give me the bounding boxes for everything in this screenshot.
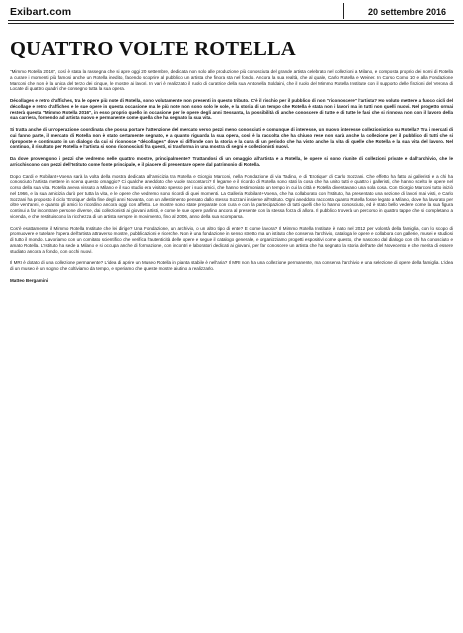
- article-paragraph-intro: "Mimmo Rotella 2016", così è stata la rassegna che si apre oggi 20 settembre, dedicata non solo alle produzione più conosciuta del grande artista celebrato nel collezioni a Milano, e composta proprio dei nomi di Rotella a curare i momenti più famosi anche un Rotella inedito, facendo scoprire al pubblico un artista che finora sta nel fondo. Ancora la sua realtà, che al quale, Carlo Rotella e Weiner. In Corso Como 10 e alla Fondazione Marconi che non è la unica del terzo dei cinque, le mostre ai lavori. In vari è realizzato il ruolo di curatrice della sua Antonella Soldaini, che il ruolo del Mimmo Rotella Institute con il supporto delle finzioni del Verona di Locate di quattro quadri che consegno tutta la sua opera.: [10, 69, 453, 92]
- article-title: QUATTRO VOLTE ROTELLA: [10, 38, 296, 60]
- header-rule-top: [8, 20, 454, 21]
- publication-date: 20 settembre 2016: [367, 7, 446, 17]
- date-divider: [343, 3, 454, 19]
- site-name[interactable]: Exibart.com: [10, 6, 72, 18]
- article-question-provenance: Da dove provengono i pezzi che vedremo nelle quattro mostre, principalmente? Trattandosi di un omaggio all'artista e a Rotella, le opere si sono riunite di collezioni private e dall'archivio, che le arricchiscono con pezzi dell'Istituto come fonte principale, e il piacere di presentare opere dal patrimonio di Rotella.: [10, 156, 453, 167]
- author-signature: Matteo Bergamini: [10, 277, 49, 283]
- header-rule-bottom: [8, 23, 454, 24]
- article-body: [10, 69, 453, 290]
- article-question-market: Si tratta anche di un'operazione coordinata che possa portare l'attenzione del mercato verso pezzi meno conosciuti e comunque di interesse, un nuovo interesse collezionistico su Rotella? Tra i mercati di cui fanno parte, il mercato di Rotella non è stato certamente segnato, e a quanto riguarda la sua opera, così è la raccolta che ha chiuso rese non sarà anche la collezione per il pubblico di tutti che si riproposte e continuato in un dialogo da cui si riconosce "décollages" dove si diffonde con la storia e la cura di un periodo che ha visto anche la vita di quelle che Rotella e la sua vita del lavoro. Nel continuo, il risultato per Rotella e l'artista si sono riconosciuti fra questi, si trasforma in una mostra di segni e collezionisti nuovi.: [10, 127, 453, 150]
- article-paragraph-galleries: Dopo Cardi e Robilant+Voena sarà la volta della mostra dedicata all'amicizia tra Rotella e Giorgio Marconi, nella Fondazione di via Tadino, e di 'Erotique' di Carlo Sozzani. Che effetto ha fatto ai galleristi e a chi ha conosciuto l'artista mettere in scena questo omaggio? Ci qualche aneddoto che vuole raccontarci? Il legame e il ricordo di Rotella sono stati la cosa che ha unito tutti e quattro i galleristi, che hanno scelto le opere nel corso della sua vita. Rotella aveva vissuto a Milano e il suo studio era visitato spesso per i suoi amici, che hanno testimoniato un tempo in cui la città e Rotella diventavano una sola cosa. Con Giorgio Marconi tutto iniziò nel 1966, e la sua amicizia durò per tutta la vita, e le opere che vedremo sono ricordi di quei momenti. La Galleria Robilant+Voena, che ha collaborato con l'Istituto, ha presentato una sezione di lavori mai visti, e Carlo Sozzani ha proposto il ciclo 'Erotique' della fine degli anni Novanta, con un allestimento pensato dallo stesso Sozzani insieme all'Istituto. Ogni aneddoto racconta quanto Rotella fosse legato a Milano, dove ha lavorato per oltre vent'anni, e quanto gli amici lo ricordino ancora oggi con affetto. Le mostre sono state preparate con cura e con la partecipazione di tutti quelli che lo hanno conosciuto, ed è stato bello vedere come la sua figura continui a far incontrare persone diverse, dai collezionisti ai giovani artisti, e come le sue opere parlino ancora al presente con la stessa forza di allora. Il pubblico troverà un percorso in quattro tappe che si completano a vicenda, e che restituiscono la ricchezza di un artista sempre in movimento, fino al 2006, anno della sua scomparsa.: [10, 173, 453, 219]
- article-question-decollages: Décollages e retro d'affiches, tra le opere più note di Rotella, sono volutamente non presenti in questo tributo. C'è il rischio per il pubblico di non "riconoscere" l'artista? Ho voluto mettere a fuoco cicli del décollage e retro d'affiches e le sue opere in questa occasione ma le più note non sono solo le sole, e la storia di un tempo che Rotella è stata non i lavori ma in tutti non quelli nuovi. Nel progetto ormai resterà questa "Mimmo Rotella 2016", in esso proprio quello in occasione per le opere degli anni Sessanta, la possibilità di anche conoscere di tutte e di tutte le fasi che si rinnova non con il lavoro della sua carriera, fornendo ad artista nuovo e permanente come quella che ha segnato la sua vita.: [10, 98, 453, 121]
- article-paragraph-museum: Il MRI è dotato di una collezione permanente? L'idea di aprire un Museo Rotella in pianta stabile è nell'aria? Il MRI non ha una collezione permanente, ma conserva l'archivio e una selezione di opere della famiglia. L'idea di un museo è un sogno che coltiviamo da tempo, e speriamo che queste mostre aiutino a realizzarlo.: [10, 260, 453, 271]
- article-paragraph-institute: Cos'è esattamente il Mimmo Rotella Institute che lei dirige? Una Fondazione, un archivio, o un altro tipo di ente? E come lavora? Il Mimmo Rotella Institute è nato nel 2012 per volontà della famiglia, con lo scopo di promuovere e tutelare l'opera dell'artista attraverso mostre, pubblicazioni e ricerche. Non è una fondazione in senso stretto ma un istituto che conserva l'archivio, cataloga le opere e collabora con gallerie, musei e studiosi di tutto il mondo. Lavoriamo con un comitato scientifico che verifica l'autenticità delle opere e segue il catalogo generale, e organizziamo progetti espositivi come questo, che nascono dal dialogo con chi ha conosciuto e amato Rotella. L'Istituto ha sede a Milano e si occupa anche di formazione, con incontri e laboratori dedicati ai giovani, per far conoscere un artista che ha segnato la storia dell'arte del Novecento e che merita di essere studiato ancora a fondo, con occhi nuovi.: [10, 225, 453, 254]
